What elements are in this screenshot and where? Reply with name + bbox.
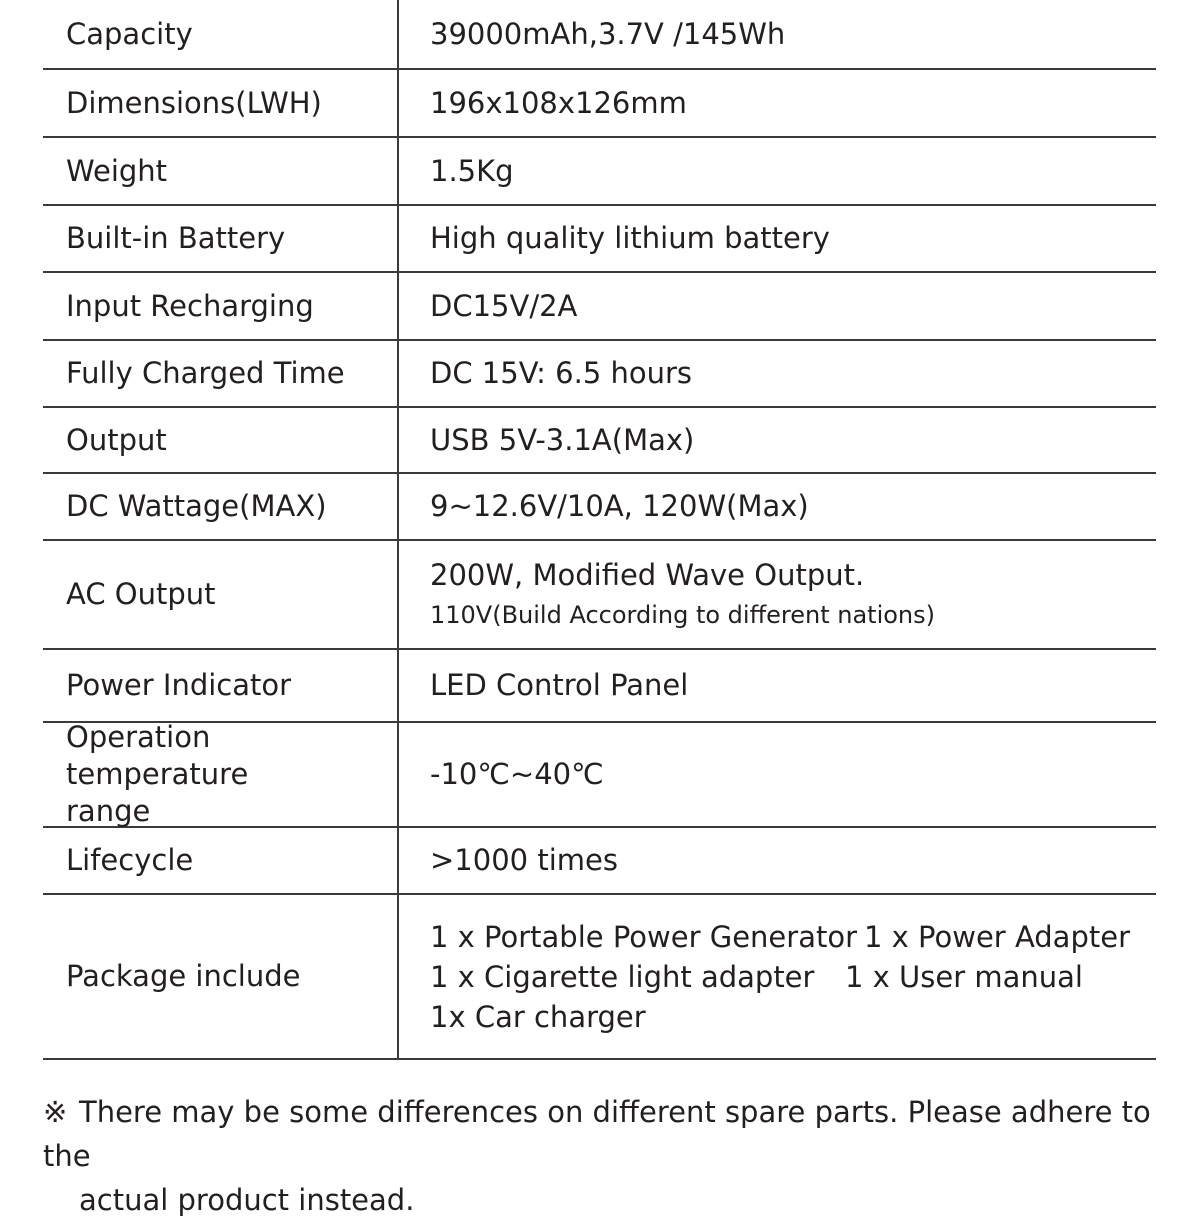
spec-row-dimensions <box>43 68 1156 136</box>
note-text-line2: actual product instead. <box>79 1183 415 1217</box>
spec-label: Built-in Battery <box>43 206 399 271</box>
package-item: 1x Car charger <box>430 999 646 1034</box>
disclaimer-note <box>43 1090 1163 1222</box>
spec-label: Output <box>43 408 399 472</box>
package-item: 1 x User manual <box>845 959 1083 994</box>
spec-value-text: 1.5Kg <box>430 153 514 188</box>
spec-row-weight <box>43 136 1156 204</box>
package-item: 1 x Cigarette light adapter <box>430 959 815 994</box>
spec-label-line2: range <box>66 794 151 828</box>
spec-label <box>43 720 399 828</box>
spec-value <box>399 408 1156 472</box>
spec-row-temperature <box>43 721 1156 826</box>
spec-value-text: DC 15V: 6.5 hours <box>430 356 693 390</box>
spec-value <box>399 828 1156 893</box>
spec-value <box>399 474 1156 539</box>
spec-label-line1: Operation temperature <box>66 720 249 791</box>
spec-value <box>399 895 1156 1058</box>
package-item: 1 x Portable Power Generator <box>430 919 857 954</box>
spec-value-text: 196x108x126mm <box>430 85 687 120</box>
spec-row-charge-time <box>43 339 1156 406</box>
spec-row-capacity <box>43 0 1156 68</box>
spec-value-text: USB 5V-3.1A(Max) <box>430 422 695 457</box>
spec-value <box>399 70 1156 136</box>
spec-value <box>399 206 1156 271</box>
spec-row-ac-output <box>43 539 1156 648</box>
note-line1 <box>43 1090 1163 1178</box>
spec-value-subtext: 110V(Build According to different nations) <box>430 601 935 629</box>
spec-value <box>399 138 1156 204</box>
spec-value <box>399 273 1156 339</box>
spec-label: Fully Charged Time <box>43 341 399 406</box>
spec-label: Weight <box>43 138 399 204</box>
spec-label: AC Output <box>43 541 399 648</box>
spec-row-output <box>43 406 1156 472</box>
package-line <box>430 917 1156 957</box>
spec-value-text: >1000 times <box>430 843 618 877</box>
spec-label: Dimensions(LWH) <box>43 70 399 136</box>
spec-label: Power Indicator <box>43 650 399 721</box>
spec-value <box>399 0 1156 68</box>
spec-label: DC Wattage(MAX) <box>43 474 399 539</box>
spec-row-dc-wattage <box>43 472 1156 539</box>
spec-row-power-indicator <box>43 648 1156 721</box>
spec-row-battery <box>43 204 1156 271</box>
spec-row-lifecycle <box>43 826 1156 893</box>
spec-value <box>399 650 1156 721</box>
spec-label: Input Recharging <box>43 273 399 339</box>
spec-row-input <box>43 271 1156 339</box>
package-item: 1 x Power Adapter <box>864 919 1130 954</box>
spec-value <box>399 341 1156 406</box>
spec-label: Capacity <box>43 0 399 68</box>
spec-value-text: 39000mAh,3.7V /145Wh <box>430 16 786 51</box>
package-line <box>430 957 1156 997</box>
reference-mark-icon: ※ <box>43 1095 68 1129</box>
spec-value-text: LED Control Panel <box>430 668 689 702</box>
spec-value-text: 9~12.6V/10A, 120W(Max) <box>430 489 809 523</box>
spec-label: Lifecycle <box>43 828 399 893</box>
spec-table <box>43 0 1156 1060</box>
package-line <box>430 997 1156 1037</box>
spec-value <box>399 541 1156 648</box>
spec-label: Package include <box>43 895 399 1058</box>
spec-value-text: DC15V/2A <box>430 288 578 323</box>
note-text-line1: There may be some differences on different spare parts. Please adhere to the <box>43 1095 1151 1173</box>
spec-row-package <box>43 893 1156 1058</box>
spec-value-text: 200W, Modified Wave Output. <box>430 558 865 592</box>
spec-value <box>399 723 1156 826</box>
spec-value-text: -10℃~40℃ <box>430 757 604 791</box>
spec-value-text: High quality lithium battery <box>430 221 830 255</box>
